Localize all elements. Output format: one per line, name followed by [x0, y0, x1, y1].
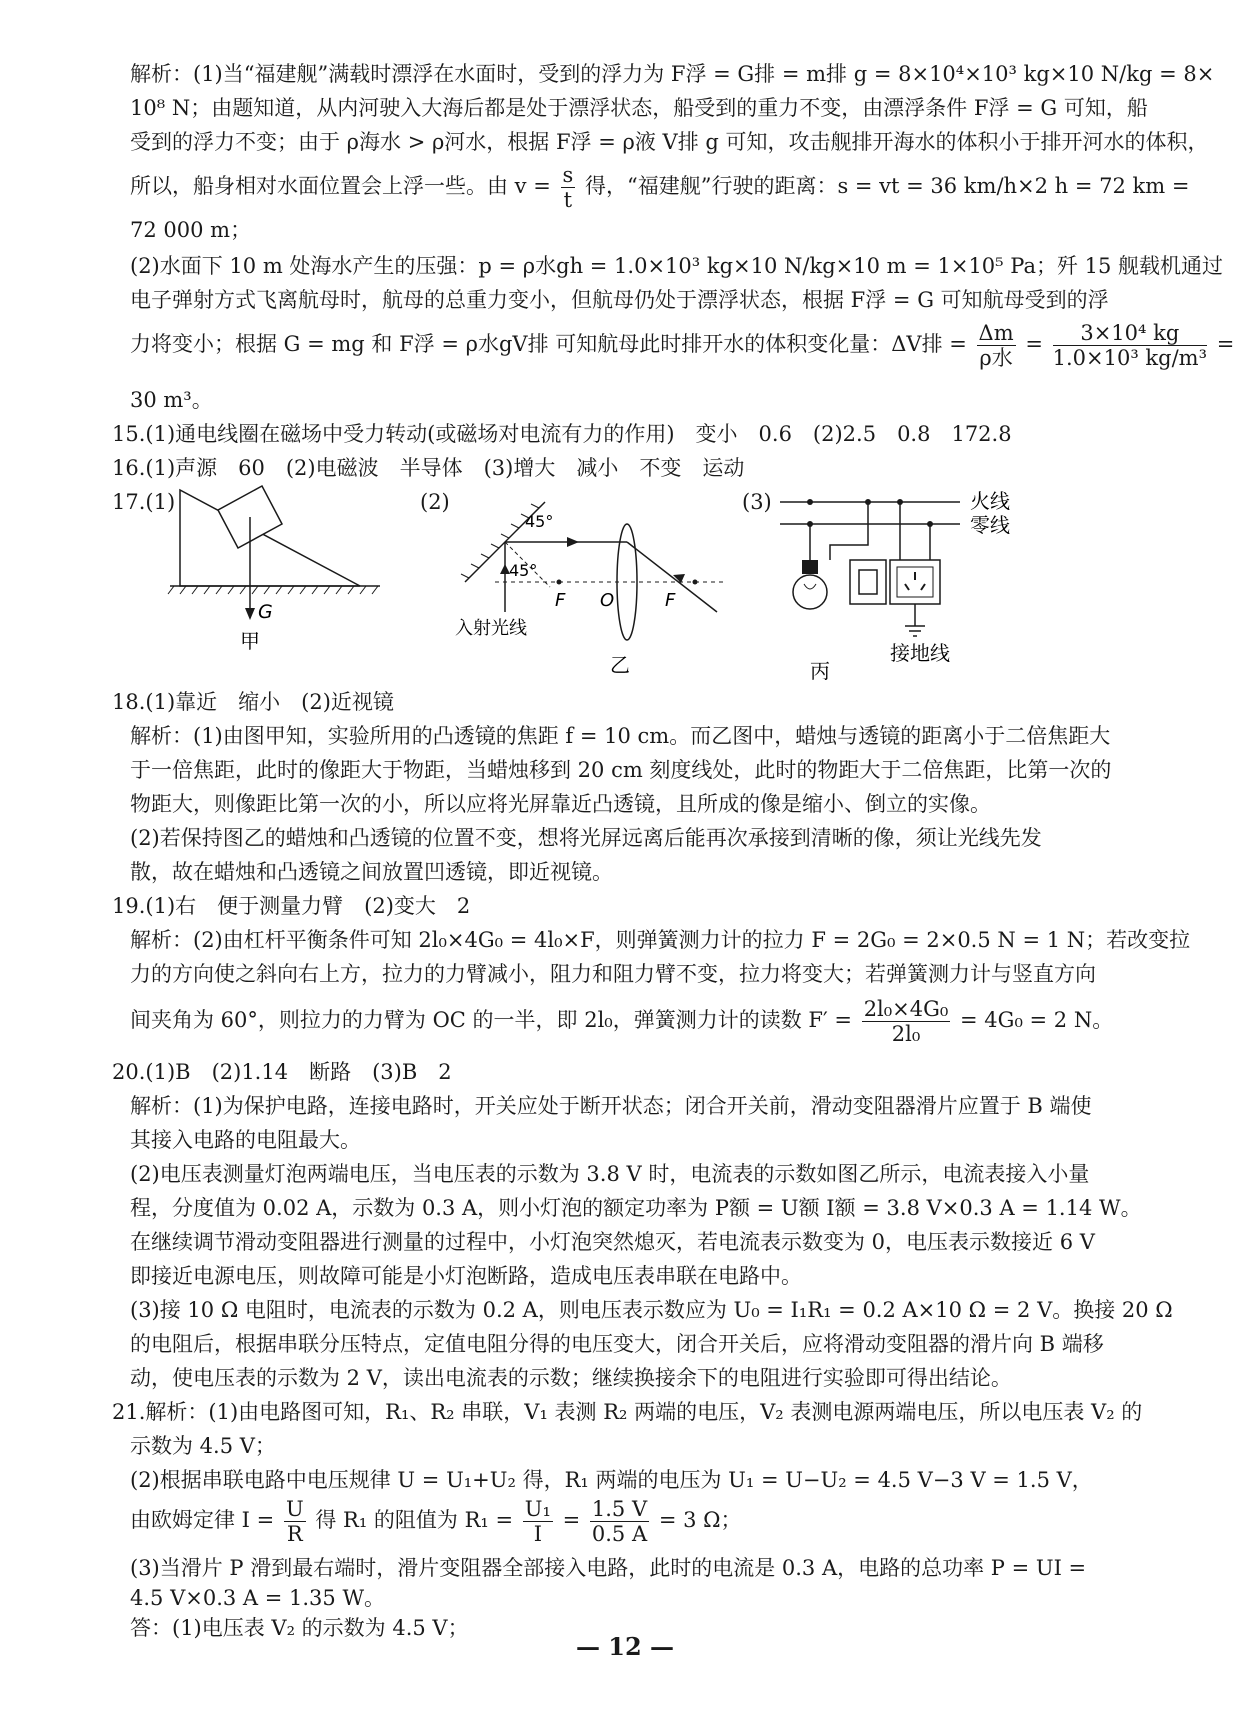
denominator: ρ水: [979, 346, 1013, 370]
q19-analysis-line-1: 解析：(2)由杠杆平衡条件可知 2l₀×4G₀ = 4l₀×F，则弹簧测力计的拉力 F = 2G₀ = 2×0.5 N = 1 N；若改变拉: [130, 928, 1191, 952]
fraction-v: [561, 163, 576, 212]
q14-analysis-line-8: [130, 318, 1234, 370]
q20-analysis-line-5: 在继续调节滑动变阻器进行测量的过程中，小灯泡突然熄灭，若电流表示数变为 0，电压表示数接近 6 V: [130, 1230, 1095, 1254]
denominator: 1.0×10³ kg/m³: [1052, 346, 1208, 370]
q19-answer: 19.(1)右 便于测量力臂 (2)变大 2: [112, 894, 471, 918]
focus-label: F: [555, 590, 566, 611]
arrow-head: [245, 608, 255, 620]
q20-analysis-line-9: 动，使电压表的示数为 2 V，读出电流表的示数；继续换接余下的电阻进行实验即可得出结论。: [130, 1366, 1012, 1390]
incline-ground: [168, 586, 380, 594]
denominator: R: [286, 1522, 303, 1546]
figure-jia-incline: [160, 482, 420, 652]
q20-analysis-line-6: 即接近电源电压，则故障可能是小灯泡断路，造成电压表串联在电路中。: [130, 1264, 802, 1288]
q20-analysis-line-4: 程，分度值为 0.02 A，示数为 0.3 A，则小灯泡的额定功率为 P额 = U额 I额 = 3.8 V×0.3 A = 1.14 W。: [130, 1196, 1142, 1220]
fraction-reading: [862, 997, 951, 1046]
q14-analysis-line-9: 30 m³。: [130, 388, 213, 412]
q14-analysis-line-2: 10⁸ N；由题知道，从内河驶入大海后都是处于漂浮状态，船受到的重力不变，由漂浮条件 F浮 = G 可知，船: [130, 96, 1148, 120]
q18-answer: 18.(1)靠近 缩小 (2)近视镜: [112, 690, 394, 714]
q20-analysis-line-8: 的电阻后，根据串联分压特点，定值电阻分得的电压变大，闭合开关后，应将滑动变阻器的滑片向 B 端移: [130, 1332, 1104, 1356]
junction: [865, 499, 871, 505]
q18-analysis-line-3: 物距大，则像距比第一次的小，所以应将光屏靠近凸透镜，且所成的像是缩小、倒立的实像。: [130, 792, 991, 816]
text: =: [1025, 332, 1043, 356]
ground-wire-label: 接地线: [890, 641, 950, 665]
q21-analysis-line-5: (3)当滑片 P 滑到最右端时，滑片变阻器全部接入电路，此时的电流是 0.3 A，电路的总功率 P = UI =: [130, 1556, 1087, 1580]
junction: [897, 499, 903, 505]
focus-point-right: [693, 580, 698, 585]
figure-bing-household-circuit: [770, 480, 1070, 680]
numerator: U₁: [524, 1497, 551, 1521]
text: 得，“福建舰”行驶的距离：s = vt = 36 km/h×2 h = 72 km =: [584, 174, 1190, 198]
q14-analysis-line-4: [130, 160, 1189, 212]
junction: [807, 499, 813, 505]
focus-label: F: [665, 590, 676, 611]
q21-analysis-line-3: (2)根据串联电路中电压规律 U = U₁+U₂ 得，R₁ 两端的电压为 U₁ = U−U₂ = 4.5 V−3 V = 1.5 V，: [130, 1468, 1093, 1492]
page-number: — 12 —: [575, 1632, 675, 1661]
q21-analysis-line-1: 21.解析：(1)由电路图可知，R₁、R₂ 串联，V₁ 表测 R₂ 两端的电压，V₂ 表测电源两端电压，所以电压表 V₂ 的: [112, 1400, 1143, 1424]
junction: [807, 521, 813, 527]
q20-analysis-line-3: (2)电压表测量灯泡两端电压，当电压表的示数为 3.8 V 时，电流表的示数如图乙所示，电流表接入小量: [130, 1162, 1090, 1186]
numerator: 1.5 V: [591, 1497, 648, 1521]
junction: [927, 521, 933, 527]
angle-label: 45°: [509, 561, 538, 580]
fraction-dm-rho: [977, 321, 1016, 370]
q19-analysis-line-2: 力的方向使之斜向右上方，拉力的力臂减小，阻力和阻力臂不变，拉力将变大；若弹簧测力计与竖直方向: [130, 962, 1096, 986]
switch-icon: [850, 560, 886, 604]
q19-analysis-line-3: [130, 994, 1113, 1046]
socket-icon: [890, 560, 940, 604]
ground-symbol-icon: [905, 604, 925, 636]
q14-analysis-line-6: (2)水面下 10 m 处海水产生的压强：p = ρ水gh = 1.0×10³ kg×10 N/kg×10 m = 1×10⁵ Pa；歼 15 舰载机通过: [130, 254, 1224, 278]
numerator: 2l₀×4G₀: [863, 997, 949, 1021]
denominator: 2l₀: [891, 1022, 921, 1046]
q21-analysis-line-4: [130, 1494, 742, 1546]
denominator: 0.5 A: [591, 1522, 648, 1546]
q14-analysis-line-1: 解析：(1)当“福建舰”满载时漂浮在水面时，受到的浮力为 F浮 = G排 = m排 g = 8×10⁴×10³ kg×10 N/kg = 8×: [130, 62, 1215, 86]
q21-analysis-line-2: 示数为 4.5 V；: [130, 1434, 276, 1458]
q18-analysis-line-1: 解析：(1)由图甲知，实验所用的凸透镜的焦距 f = 10 cm。而乙图中，蜡烛与透镜的距离小于二倍焦距大: [130, 724, 1111, 748]
q14-analysis-line-5: 72 000 m；: [130, 218, 252, 242]
arrow-head: [567, 537, 579, 547]
text: =: [1216, 332, 1235, 356]
figure-label-yi: 乙: [610, 653, 630, 677]
fraction-values: [1053, 321, 1207, 370]
live-wire-label: 火线: [970, 489, 1010, 513]
numerator: Δm: [978, 321, 1014, 345]
figure-label-bing: 丙: [810, 659, 830, 680]
gravity-label: G: [258, 601, 273, 623]
q17-sub2-label: (2): [420, 490, 450, 514]
q21-answer-line: 答：(1)电压表 V₂ 的示数为 4.5 V；: [130, 1616, 469, 1640]
q17-sub3-label: (3): [742, 490, 772, 514]
q20-answer: 20.(1)B (2)1.14 断路 (3)B 2: [112, 1060, 452, 1084]
text: 所以，船身相对水面位置会上浮一些。由 v =: [130, 174, 551, 198]
q17-label: 17.(1): [112, 490, 176, 514]
text: 力将变小；根据 G = mg 和 F浮 = ρ水gV排 可知航母此时排开水的体积变化量：ΔV排 =: [130, 332, 967, 356]
q20-analysis-line-7: (3)接 10 Ω 电阻时，电流表的示数为 0.2 A，则电压表示数应为 U₀ = I₁R₁ = 0.2 A×10 Ω = 2 V。换接 20 Ω: [130, 1298, 1173, 1322]
text: 由欧姆定律 I =: [130, 1508, 275, 1532]
denominator: t: [563, 188, 573, 212]
text: = 4G₀ = 2 N。: [960, 1008, 1114, 1032]
bulb-icon: [793, 560, 827, 609]
text: = 3 Ω；: [658, 1508, 742, 1532]
denominator: I: [533, 1522, 542, 1546]
numerator: U: [285, 1497, 304, 1521]
q20-analysis-line-2: 其接入电路的电阻最大。: [130, 1128, 361, 1152]
text: 间夹角为 60°，则拉力的力臂为 OC 的一半，即 2l₀，弹簧测力计的读数 F′ =: [130, 1008, 852, 1032]
q20-analysis-line-1: 解析：(1)为保护电路，连接电路时，开关应处于断开状态；闭合开关前，滑动变阻器滑片应置于 B 端使: [130, 1094, 1092, 1118]
q18-analysis-line-5: 散，故在蜡烛和凸透镜之间放置凹透镜，即近视镜。: [130, 860, 613, 884]
optical-center-label: O: [600, 590, 615, 611]
fraction-u1-i: [523, 1497, 553, 1546]
figure-yi-mirror-lens: [455, 482, 735, 682]
q14-analysis-line-3: 受到的浮力不变；由于 ρ海水 > ρ河水，根据 F浮 = ρ液 V排 g 可知，攻击舰排开海水的体积小于排开河水的体积，: [130, 130, 1209, 154]
q16-answer: 16.(1)声源 60 (2)电磁波 半导体 (3)增大 减小 不变 运动: [112, 456, 745, 480]
incident-ray-label: 入射光线: [455, 618, 527, 639]
numerator: 3×10⁴ kg: [1053, 321, 1207, 346]
q18-analysis-line-2: 于一倍焦距，此时的像距大于物距，当蜡烛移到 20 cm 刻度线处，此时的物距大于二倍焦距，比第一次的: [130, 758, 1112, 782]
fraction-values: [590, 1497, 649, 1546]
q18-analysis-line-4: (2)若保持图乙的蜡烛和凸透镜的位置不变，想将光屏远离后能再次承接到清晰的像，须让光线先发: [130, 826, 1042, 850]
q21-analysis-line-6: 4.5 V×0.3 A = 1.35 W。: [130, 1586, 386, 1610]
q14-analysis-line-7: 电子弹射方式飞离航母时，航母的总重力变小，但航母仍处于漂浮状态，根据 F浮 = G 可知航母受到的浮: [130, 288, 1109, 312]
fraction-u-r: [284, 1497, 306, 1546]
neutral-wire-label: 零线: [970, 513, 1010, 537]
q15-answer: 15.(1)通电线圈在磁场中受力转动(或磁场对电流有力的作用) 变小 0.6 (2)2.5 0.8 172.8: [112, 422, 1012, 446]
numerator: s: [562, 163, 574, 187]
text: 得 R₁ 的阻值为 R₁ =: [315, 1508, 514, 1532]
angle-label: 45°: [525, 512, 554, 531]
focus-point-left: [557, 580, 562, 585]
figure-label-jia: 甲: [240, 629, 260, 652]
text: =: [562, 1508, 581, 1532]
